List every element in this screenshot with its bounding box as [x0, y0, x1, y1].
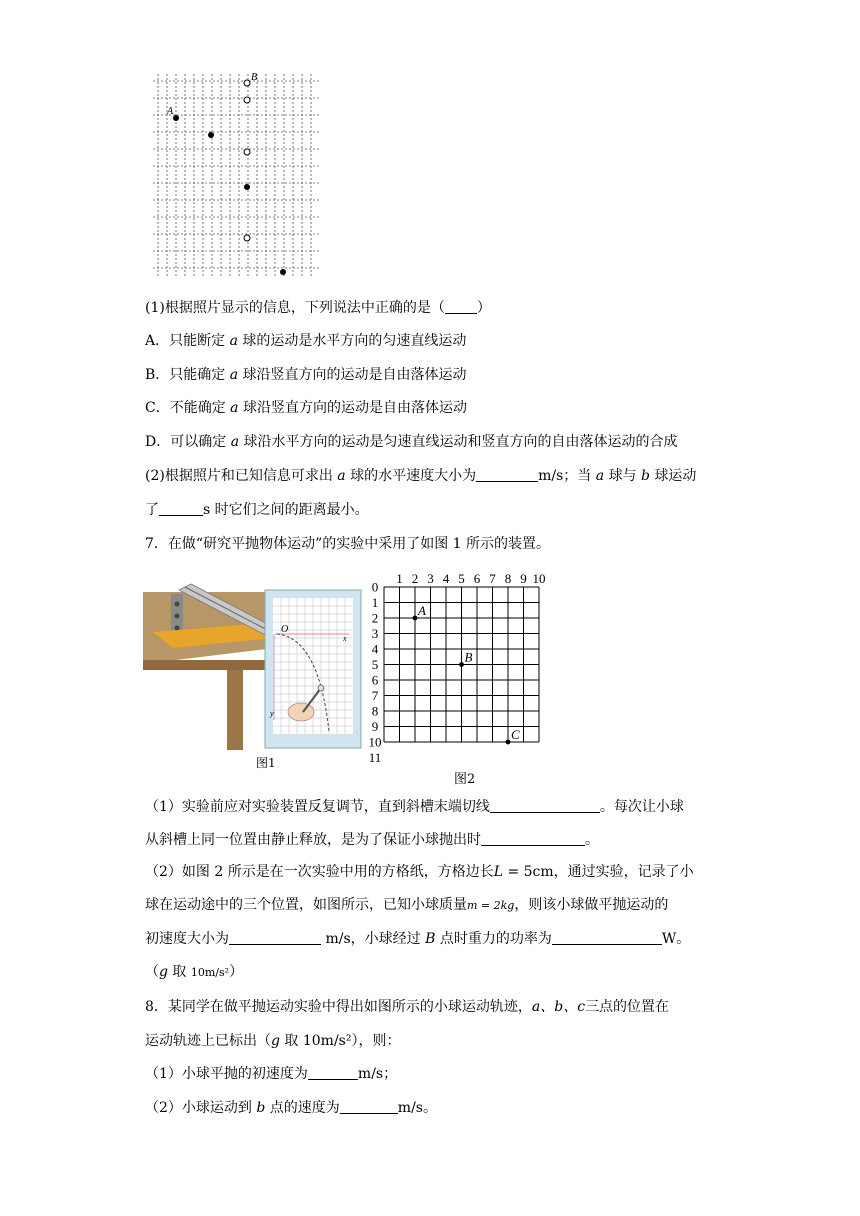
- stroboscopic-photo-grid: [150, 72, 325, 282]
- q6-part1-question: (1)根据照片显示的信息，下列说法中正确的是（ ）: [145, 300, 491, 316]
- y-tick-label: 3: [371, 626, 379, 641]
- point-label: C: [511, 727, 520, 742]
- q6-option-a: A．只能断定 a 球的运动是水平方向的匀速直线运动: [145, 333, 467, 349]
- label-b: B: [251, 72, 258, 83]
- fig1-y-label: y: [270, 709, 274, 718]
- y-tick-label: 0: [371, 579, 379, 595]
- q6-option-d: D．可以确定 a 球沿水平方向的运动是匀速直线运动和竖直方向的自由落体运动的合成: [145, 434, 678, 450]
- figure1-apparatus: [143, 572, 365, 752]
- point-c: [506, 740, 511, 745]
- point-label: A: [418, 603, 426, 618]
- y-tick-label: 6: [371, 672, 379, 688]
- x-tick-label: 2: [411, 571, 419, 586]
- y-tick-label: 5: [371, 657, 379, 672]
- point-label: B: [464, 649, 473, 665]
- figure2-caption: 图2: [454, 772, 476, 787]
- q8-title-line2: 运动轨迹上已标出（g 取 10m/s²），则：: [145, 1033, 401, 1049]
- q7-part1-line2: 从斜槽上同一位置由静止释放，是为了保证小球抛出时 。: [145, 832, 599, 848]
- x-tick-label: 7: [489, 571, 496, 586]
- x-tick-label: 9: [520, 571, 527, 586]
- q7-part1-line1: （1）实验前应对实验装置反复调节，直到斜槽末端切线 。每次让小球: [145, 799, 684, 815]
- point-a: [413, 616, 418, 621]
- q6-part2-line2: 了 s 时它们之间的距离最小。: [145, 502, 369, 518]
- answer-blank[interactable]: [445, 299, 477, 314]
- x-tick-label: 8: [504, 571, 512, 586]
- y-tick-label: 8: [371, 703, 379, 719]
- y-tick-label: 7: [371, 688, 379, 703]
- answer-blank[interactable]: [159, 501, 203, 516]
- q7-part2-line1: （2）如图 2 所示是在一次实验中用的方格纸，方格边长L = 5cm，通过实验，记录了小: [145, 864, 694, 880]
- figure2-grid: [362, 570, 552, 768]
- y-tick-label: 9: [371, 719, 379, 734]
- y-tick-label: 2: [371, 610, 379, 626]
- fig1-x-label: x: [343, 634, 347, 643]
- q6-option-b: B．只能确定 a 球沿竖直方向的运动是自由落体运动: [145, 367, 467, 383]
- q8-title-line1: 8．某同学在做平抛运动实验中得出如图所示的小球运动轨迹，a、b、c三点的位置在: [145, 999, 670, 1015]
- x-tick-label: 5: [458, 571, 465, 586]
- q6-option-c: C．不能确定 a 球沿竖直方向的运动是自由落体运动: [145, 400, 467, 416]
- answer-blank[interactable]: [340, 1099, 398, 1114]
- point-b: [459, 662, 464, 667]
- q8-part2: （2）小球运动到 b 点的速度为 m/s。: [145, 1100, 437, 1116]
- x-tick-label: 1: [396, 571, 403, 586]
- q7-title: 7．在做“研究平抛物体运动”的实验中采用了如图 1 所示的装置。: [145, 536, 551, 552]
- q7-part2-line3: 初速度大小为 m/s，小球经过 B 点时重力的功率为 W。: [145, 931, 691, 947]
- y-tick-label: 10: [368, 734, 382, 750]
- answer-blank[interactable]: [476, 467, 538, 482]
- answer-blank[interactable]: [552, 930, 662, 945]
- q7-part2-line4: （g 取 10m/s²）: [145, 964, 244, 980]
- answer-blank[interactable]: [229, 930, 321, 945]
- label-a: A: [167, 106, 174, 117]
- x-tick-label: 10: [532, 571, 546, 586]
- figure1-caption: 图1: [256, 756, 276, 770]
- fig1-origin-label: O: [281, 624, 289, 635]
- y-tick-label: 11: [368, 750, 382, 765]
- x-tick-label: 4: [442, 571, 450, 586]
- answer-blank[interactable]: [490, 798, 600, 813]
- y-tick-label: 1: [371, 595, 379, 610]
- answer-blank[interactable]: [308, 1065, 358, 1080]
- q8-part1: （1）小球平抛的初速度为 m/s；: [145, 1066, 398, 1082]
- answer-blank[interactable]: [481, 831, 585, 846]
- x-tick-label: 3: [427, 571, 434, 586]
- q7-part2-line2: 球在运动途中的三个位置，如图所示，已知小球质量m = 2kg，则该小球做平抛运动的: [145, 897, 669, 913]
- x-tick-label: 6: [473, 571, 481, 586]
- y-tick-label: 4: [371, 641, 379, 657]
- q6-part2-line1: (2)根据照片和已知信息可求出 a 球的水平速度大小为 m/s；当 a 球与 b 球运动: [145, 468, 697, 484]
